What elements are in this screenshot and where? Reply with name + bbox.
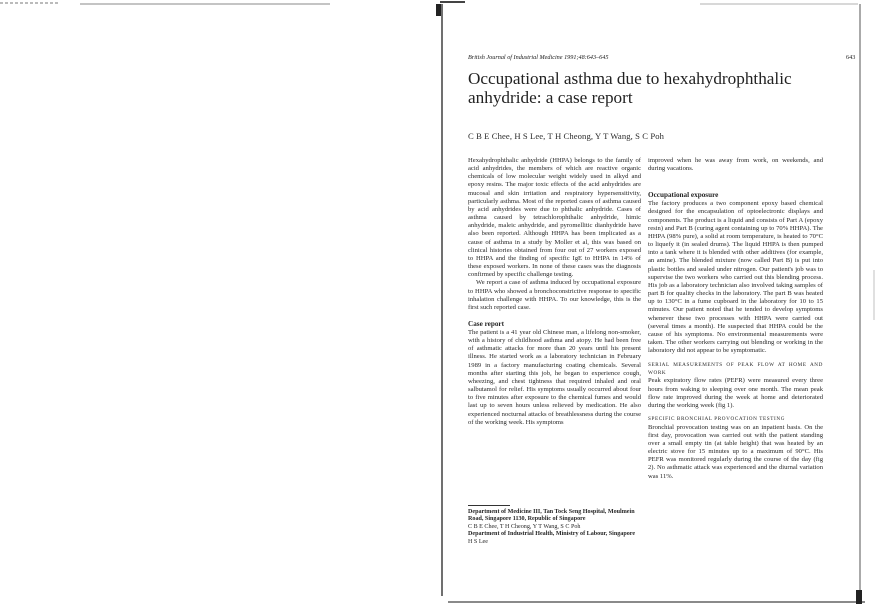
- affiliation-1: Department of Medicine III, Tan Tock Seng Hospital, Moulmein Road, Singapore 1130, Republic of Singapore: [468, 509, 635, 523]
- occupational-exposure-heading: Occupational exposure: [648, 191, 719, 200]
- author-list: C B E Chee, H S Lee, T H Cheong, Y T Wang, S C Poh: [468, 131, 664, 141]
- case-report-heading: Case report: [468, 319, 504, 328]
- affiliation-2: C B E Chee, T H Cheong, Y T Wang, S C Poh: [468, 523, 581, 530]
- left-column: [468, 157, 641, 427]
- journal-citation: British Journal of Industrial Medicine 1991;48:643–645: [468, 54, 609, 61]
- provocation-testing-heading: SPECIFIC BRONCHIAL PROVOCATION TESTING: [648, 416, 786, 423]
- intro-paragraph-1: Hexahydrophthalic anhydride (HHPA) belongs to the family of acid anhydrides, the members of which are reactive organic chemicals of low molecular weight widely used in alkyd and epoxy resins. The major toxic effects of the acid anhydrides are mucosal and skin irritation and respiratory hypersensitivity, particularly asthma. Most of the reported cases of asthma caused by acid anhydrides were due to phthalic anhydride. Cases of asthma caused by tetrachlorophthalic anhydride, himic anhydride, maleic anhydride, and pyromellitic dianhydride have also been reported. Although HHPA has been implicated as a cause of asthma in a study by Moller et al, this was based on clinical histories obtained from four out of 27 workers exposed to HHPA and the finding of specific IgE to HHPA in 14% of these exposed workers. In none of these cases was the diagnosis confirmed by specific challenge testing.: [468, 157, 641, 279]
- continued-paragraph: improved when he was away from work, on weekends, and during vacations.: [648, 157, 823, 173]
- provocation-testing-paragraph: Bronchial provocation testing was on an inpatient basis. On the first day, provocation was carried out with the patient standing over a small empty tin (at table height) that was heated by an electric stove for 15 minutes up to a maximum of 90°C. His PEFR was monitored regularly during the course of the day (fig 2). No asthmatic attack was experienced and the diurnal variation was 11%.: [648, 423, 823, 480]
- page-number: 643: [846, 54, 856, 61]
- affiliation-3: Department of Industrial Health, Ministry of Labour, Singapore: [468, 531, 636, 538]
- affiliation-rule: [468, 505, 510, 506]
- affiliations: [468, 509, 641, 546]
- right-column: [648, 157, 823, 481]
- intro-paragraph-2: We report a case of asthma induced by occupational exposure to HHPA who showed a bronchoconstrictive response to specific inhalation challenge with HHPA. To our knowledge, this is the first such reported case.: [468, 279, 641, 311]
- peak-flow-paragraph: Peak expiratory flow rates (PEFR) were measured every three hours from waking to sleeping over one month. The mean peak flow rate improved during the week at home and deteriorated during the working week (fig 1).: [648, 377, 823, 409]
- affiliation-4: H S Lee: [468, 538, 488, 545]
- case-report-paragraph: The patient is a 41 year old Chinese man, a lifelong non-smoker, with a history of childhood asthma and atopy. He had been free of asthmatic attacks for more than 20 years until his present illness. He started work as a laboratory technician in February 1989 in a factory manufacturing coating chemicals. Several months after starting this job, he began to experience cough, wheezing, and chest tightness that required inhaled and oral salbutamol for relief. His symptoms usually occurred about four to five minutes after exposure to the chemical fumes and would last up to seven hours unless relieved by medication. He also experienced nocturnal attacks of breathlessness during the course of the working week. His symptoms: [468, 328, 641, 426]
- occupational-exposure-paragraph: The factory produces a two component epoxy based chemical designed for the encapsulation of optoelectronic displays and components. The product is a liquid and consists of Part A (epoxy resin) and Part B (curing agent containing up to 70% HHPA). The HHPA (98% pure), a solid at room temperature, is heated to 70°C to liquefy it (in sealed drums). The liquid HHPA is then pumped into a tank where it is blended with other additives (for example, an amine). The blended mixture (now called Part B) is put into plastic bottles and sealed under nitrogen. Our patient's job was to supervise the two workers who carried out this blending process. His job as a laboratory technician also involved taking samples of part B for quality checks in the laboratory. The part B was heated up to 130°C in a fume cupboard in the laboratory for 10 to 15 minutes. Our patient noted that he tended to develop symptoms whenever these two processes with HHPA were carried out (several times a month). He suspected that HHPA could be the cause of his symptoms. No environmental measurements were taken. The other workers carrying out blending or working in the laboratory did not appear to be symptomatic.: [648, 200, 823, 355]
- peak-flow-heading: SERIAL MEASUREMENTS OF PEAK FLOW AT HOME AND WORK: [648, 362, 823, 376]
- article-title: Occupational asthma due to hexahydrophthalic anhydride: a case report: [468, 69, 792, 107]
